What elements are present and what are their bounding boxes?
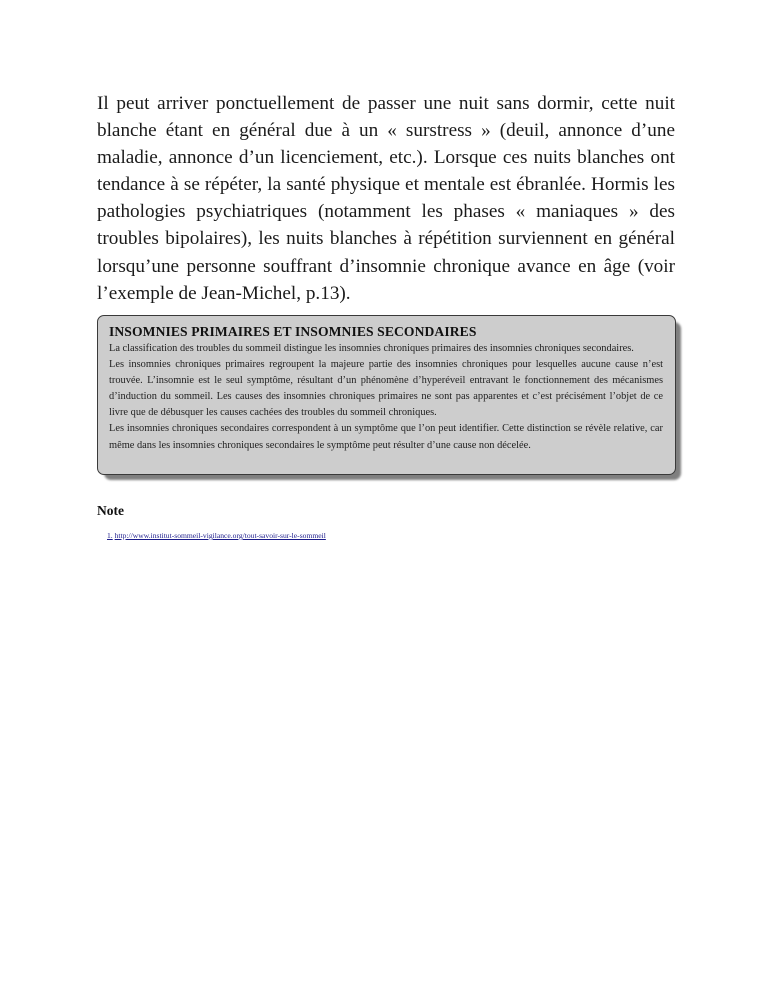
footnote-item — [107, 531, 326, 540]
footnote-link[interactable]: http://www.institut-sommeil-vigilance.org/tout-savoir-sur-le-sommeil — [114, 531, 326, 540]
body-paragraph: Il peut arriver ponctuellement de passer une nuit sans dormir, cette nuit blanche étant en général due à un « surstress » (deuil, annonce d’une maladie, annonce d’un licenciement, etc.). Lorsque ces nuits blanches ont tendance à se répéter, la santé physique et mentale est ébranlée. Hormis les pathologies psychiatriques (notamment les phases « maniaques » des troubles bipolaires), les nuits blanches à répétition surviennent en général lorsqu’une personne souffrant d’insomnie chronique avance en âge (voir l’exemple de Jean-Michel, p.13). — [97, 93, 675, 304]
info-box — [97, 315, 676, 475]
note-heading: Note — [97, 503, 124, 518]
info-box-paragraph: La classification des troubles du sommeil distingue les insomnies chroniques primaires des insomnies chroniques secondaires. — [109, 343, 634, 354]
info-box-title: INSOMNIES PRIMAIRES ET INSOMNIES SECONDAIRES — [109, 324, 477, 339]
info-box-paragraph: Les insomnies chroniques primaires regroupent la majeure partie des insomnies chroniques pour lesquelles aucune cause n’est trouvée. L’insomnie est le seul symptôme, résultant d’un phénomène d’hyperéveil entravant le fonctionnement des mécanismes d’induction du sommeil. Les causes des insomnies chroniques primaires ne sont pas apparentes et c’est précisément l’objet de ce livre que de débusquer les causes cachées des troubles du sommeil chroniques. — [109, 359, 663, 419]
info-box-paragraph: Les insomnies chroniques secondaires correspondent à un symptôme que l’on peut identifier. Cette distinction se révèle relative, car même dans les insomnies chroniques secondaires le symptôme peut résulter d’une cause non décelée. — [109, 423, 663, 451]
footnote-number[interactable]: 1. — [107, 531, 113, 540]
